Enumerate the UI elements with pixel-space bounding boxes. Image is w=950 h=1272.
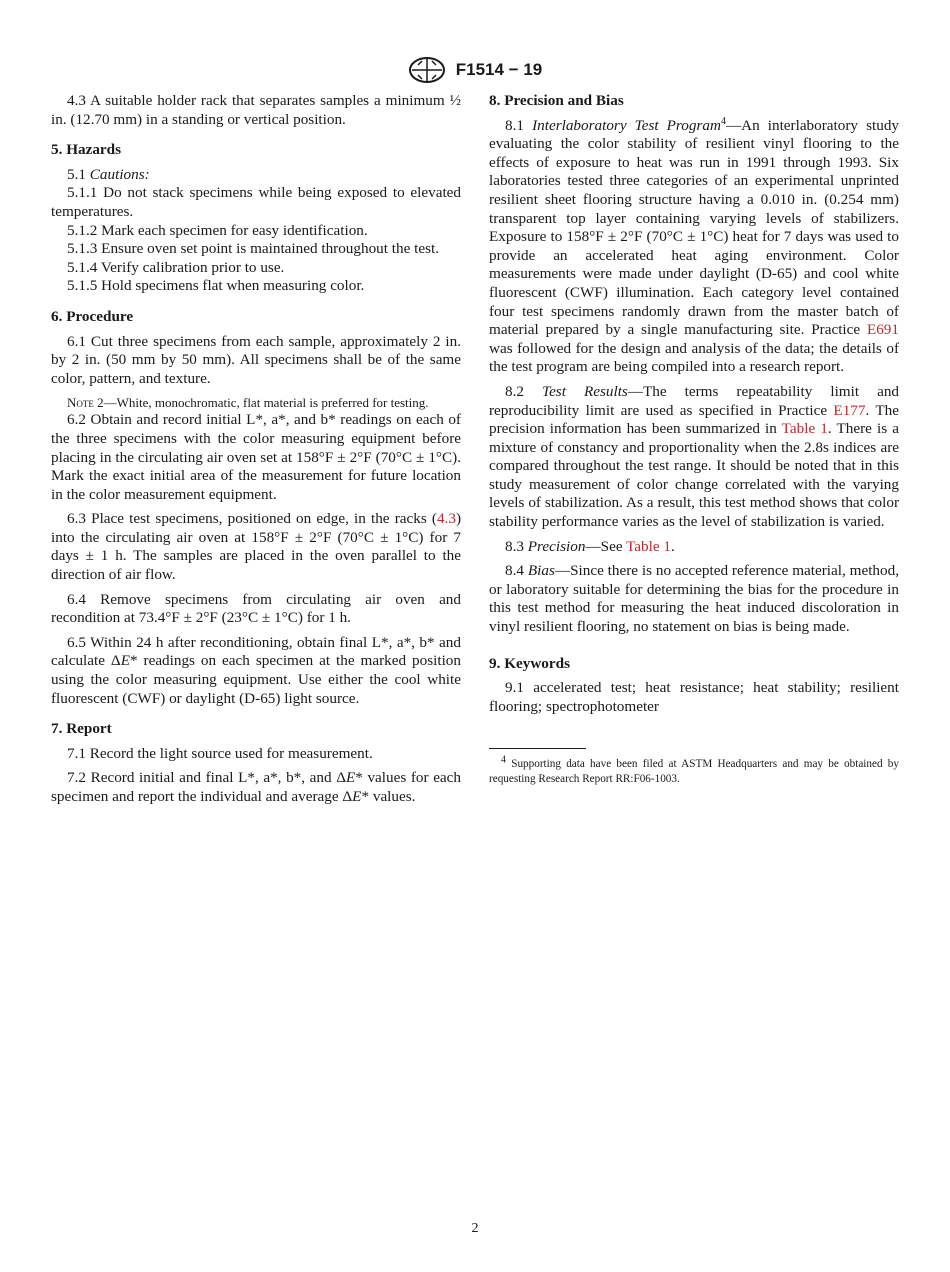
para-text: 6.5 Within 24 h after reconditioning, obtain final L*, a*, b* and calculate Δ: [51, 633, 461, 670]
para-title: Bias: [527, 562, 555, 580]
note-label: Note: [67, 395, 94, 411]
section-heading-report: 7. Report: [51, 720, 112, 738]
paragraph-6-4: 6.4 Remove specimens from circulating air oven and recondition at 73.4°F ± 2°F (23°C ± 1°C) for 1 h.: [51, 590, 461, 627]
para-title: Test Results: [542, 382, 628, 400]
para-title: Interlaboratory Test Program: [532, 116, 721, 134]
standard-designation: F1514 − 19: [455, 60, 543, 79]
note-text: 2—White, monochromatic, flat material is preferred for testing.: [93, 395, 429, 411]
paragraph-5-1-5: 5.1.5 Hold specimens flat when measuring color.: [67, 277, 365, 295]
para-number: 8.2: [505, 382, 543, 400]
para-text: —Since there is no accepted reference material, method, or laboratory suitable for determining the bias for the procedure in this test method for measuring the heat induced discoloration in vinyl resilient flooring, no statement on bias is being made.: [489, 562, 900, 636]
para-number: 8.3: [505, 537, 528, 555]
para-number: 5.1: [67, 165, 90, 183]
para-text: 7.2 Record initial and final L*, a*, b*, and Δ: [67, 769, 346, 787]
paragraph-6-3: [51, 510, 461, 584]
paragraph-7-1: 7.1 Record the light source used for measurement.: [67, 744, 373, 762]
paragraph-5-1-4: 5.1.4 Verify calibration prior to use.: [67, 258, 285, 276]
paragraph-8-1: [489, 117, 899, 377]
footnote-4: [489, 754, 899, 786]
para-title: Precision: [527, 537, 586, 555]
para-text: —See: [585, 537, 627, 555]
para-text: .: [670, 537, 675, 555]
paragraph-6-5: [51, 634, 461, 708]
paragraph-6-1: 6.1 Cut three specimens from each sample, approximately 2 in. by 2 in. (50 mm by 50 mm). All specimens shall be of the same color, pattern, and texture.: [51, 332, 461, 387]
para-text: —An interlaboratory study evaluating the color stability of resilient vinyl flooring to the effects of exposure to heat was run in 1991 through 1993. Six laboratories tested three categories of an experimental unprinted resilient sheet flooring structure having a 0.010 in. (0.254 mm) transparent top layer containing varying levels of stabilizers. Exposure to 158°F ± 2°F (70°C ± 1°C) heat for 7 days was used to provide an accelerated heat aging environment. Color measurements were made under daylight (D-65) and cool white fluorescent (CWF) illumination. Each category level contained four test specimens randomly drawn from the master batch of material prepared by a single manufacturing site. Practice: [489, 116, 900, 339]
page-header: [0, 56, 950, 84]
para-title: Cautions:: [89, 165, 150, 183]
section-heading-procedure: 6. Procedure: [51, 307, 134, 325]
astm-logo-icon: [408, 56, 446, 84]
para-text: ) into the circulating air oven at 158°F ± 2°F (70°C ± 1°C) for 7 days ± 1 h. The samples are placed in the oven parallel to the direction of air flow.: [51, 510, 461, 584]
practice-link-e691[interactable]: E691: [866, 321, 899, 339]
paragraph-8-3: [489, 538, 899, 557]
italic-e: E: [120, 652, 130, 670]
para-text: —The terms repeatability limit and reproducibility limit are used as specified in Practice: [489, 382, 900, 419]
section-heading-keywords: 9. Keywords: [489, 654, 570, 672]
paragraph-5-1-3: 5.1.3 Ensure oven set point is maintained throughout the test.: [67, 240, 440, 258]
italic-e: E: [345, 769, 356, 787]
section-heading-hazards: 5. Hazards: [51, 141, 122, 159]
section-link-4-3[interactable]: 4.3: [436, 510, 456, 528]
paragraph-8-2: [489, 383, 899, 532]
paragraph-4-3: 4.3 A suitable holder rack that separates samples a minimum ½ in. (12.70 mm) in a standing or vertical position.: [51, 92, 461, 128]
page-number: 2: [471, 1221, 479, 1236]
paragraph-9-1: 9.1 accelerated test; heat resistance; heat stability; resilient flooring; spectrophotometer: [489, 679, 899, 715]
para-text: * values.: [361, 788, 416, 805]
footnote-ref[interactable]: 4: [720, 115, 726, 127]
paragraph-5-1: [51, 166, 461, 185]
table-link-1[interactable]: Table 1: [781, 420, 828, 438]
para-text: * values for each specimen and report the individual and average Δ: [51, 769, 462, 805]
footnote-text: Supporting data have been filed at ASTM Headquarters and may be obtained by requesting Research Report RR:F06-1003.: [489, 758, 899, 785]
italic-e: E: [352, 788, 362, 805]
footnote-marker: 4: [501, 754, 506, 766]
para-text: * readings on each specimen at the marked position using the color measuring equipment. Use either the cool white fluorescent (CWF) or daylight (D-65) light source.: [51, 652, 461, 707]
para-text: . There is a mixture of constancy and proportionality when the 2.8s indices are compared throughout the test range. It should be noted that in this study measurement of color change correlated with the varying levels of stabilization. As a result, this test method shows that color stability performance varies as the level of stabilization is varied.: [489, 420, 899, 531]
right-column: [489, 92, 899, 786]
para-text: . The precision information has been summarized in: [489, 401, 899, 438]
table-link-1[interactable]: Table 1: [626, 537, 671, 555]
paragraph-8-4: [489, 562, 899, 636]
footnote-divider: [489, 748, 586, 749]
para-text: 6.3 Place test specimens, positioned on edge, in the racks (: [67, 510, 437, 528]
para-number: 8.4: [505, 562, 528, 580]
note-2: [51, 394, 461, 411]
left-column: [51, 92, 461, 813]
paragraph-5-1-2: 5.1.2 Mark each specimen for easy identification.: [67, 221, 368, 239]
section-heading-precision-bias: 8. Precision and Bias: [489, 92, 624, 109]
paragraph-6-2: 6.2 Obtain and record initial L*, a*, and b* readings on each of the three specimens with the color measuring equipment before placing in the circulating air oven set at 158°F ± 2°F (70°C ± 1°C). Mark the exact initial area of the measurement for future location in the color measurement equipment.: [51, 411, 461, 503]
practice-link-e177[interactable]: E177: [833, 401, 866, 419]
para-number: 8.1: [505, 116, 533, 134]
paragraph-7-2: [51, 769, 461, 806]
paragraph-5-1-1: 5.1.1 Do not stack specimens while being exposed to elevated temperatures.: [51, 184, 461, 220]
para-text: was followed for the design and analysis of the data; the details of the test program are being compiled into a research report.: [489, 339, 899, 376]
